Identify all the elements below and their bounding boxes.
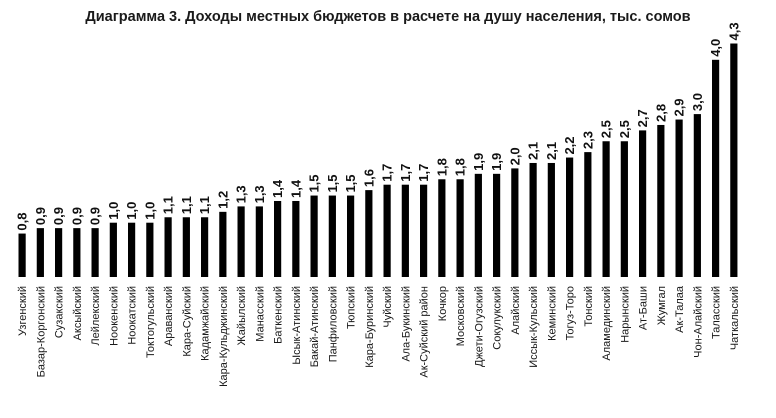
bar (73, 228, 80, 277)
data-label: 1,3 (251, 185, 267, 204)
category-label: Тюпский (345, 286, 358, 330)
category-label: Ноокатский (126, 286, 139, 345)
bar (19, 234, 26, 277)
bar (274, 201, 281, 277)
data-label: 1,8 (452, 158, 468, 177)
category-label: Ала-Букинский (400, 286, 413, 362)
data-label: 1,9 (489, 152, 505, 171)
category-label: Панфиловский (327, 286, 340, 363)
bar (329, 196, 336, 277)
data-label: 2,8 (653, 103, 669, 122)
category-label: Джети-Огузский (473, 285, 486, 367)
data-label: 1,0 (124, 201, 140, 220)
data-label: 2,5 (598, 120, 614, 139)
bar (55, 228, 62, 277)
category-label: Кара-Буринский (363, 286, 376, 368)
category-label: Сокулукский (491, 285, 504, 350)
data-label: 1,1 (197, 196, 213, 215)
bar (347, 196, 354, 277)
bar (657, 125, 664, 277)
category-label: Таласский (710, 286, 723, 339)
data-label: 1,3 (233, 185, 249, 204)
category-label: Чаткальский (728, 286, 741, 351)
bar (292, 201, 299, 277)
bar (311, 196, 318, 277)
data-label: 1,8 (434, 158, 450, 177)
category-label: Тонский (582, 286, 595, 327)
category-label: Ысык-Атинский (290, 286, 303, 365)
bar (493, 174, 500, 277)
category-label: Аламединский (601, 286, 614, 361)
data-label: 1,6 (361, 169, 377, 188)
bar (37, 228, 44, 277)
bar (511, 168, 518, 277)
bars-group (19, 44, 738, 277)
data-label: 1,4 (270, 179, 286, 198)
data-label: 2,0 (507, 147, 523, 166)
category-label: Ат-Баши (637, 286, 650, 331)
bar (402, 185, 409, 277)
data-label: 1,1 (160, 196, 176, 215)
data-label: 3,0 (689, 93, 705, 112)
bar (475, 174, 482, 277)
category-label: Московский (455, 285, 468, 347)
bar (584, 152, 591, 277)
chart-title: Диаграмма 3. Доходы местных бюджетов в расчете на душу населения, тыс. сомов (85, 9, 691, 25)
category-label: Лейлекский (90, 286, 103, 346)
bar (639, 130, 646, 277)
category-label: Чон-Алайский (692, 286, 705, 358)
category-label: Алайский (509, 286, 522, 335)
data-label: 0,9 (87, 207, 103, 226)
category-label: Ак-Суйский район (418, 285, 431, 378)
data-label: 1,7 (379, 163, 395, 182)
bar (694, 114, 701, 277)
bar (92, 228, 99, 277)
data-label: 1,7 (397, 163, 413, 182)
bar (730, 44, 737, 277)
category-label: Араванский (163, 286, 176, 347)
data-label: 2,2 (562, 136, 578, 155)
category-label: Кара-Суйский (181, 286, 194, 357)
data-label: 1,2 (215, 190, 231, 209)
data-label: 4,0 (708, 38, 724, 57)
category-label: Узгенский (17, 286, 30, 336)
data-label: 1,4 (288, 179, 304, 198)
bar (438, 179, 445, 277)
category-label: Базар-Коргонский (35, 286, 48, 378)
data-label: 2,1 (525, 141, 541, 160)
category-label: Жайылский (236, 286, 249, 346)
data-label: 4,3 (726, 22, 742, 41)
data-label: 1,0 (105, 201, 121, 220)
data-label: 2,1 (543, 141, 559, 160)
bar (420, 185, 427, 277)
data-label: 1,5 (324, 174, 340, 193)
data-label: 0,9 (69, 207, 85, 226)
category-label: Токтогульский (144, 286, 157, 358)
data-label: 2,3 (580, 131, 596, 150)
data-label: 0,8 (14, 212, 30, 231)
bar (457, 179, 464, 277)
data-label: 2,9 (671, 98, 687, 117)
category-label: Ак-Талаа (674, 286, 687, 333)
category-label: Бакай-Атинский (309, 286, 322, 368)
bar (384, 185, 391, 277)
bar (219, 212, 226, 277)
data-label: 2,5 (616, 120, 632, 139)
category-label: Чуйский (382, 286, 395, 328)
bar (238, 206, 245, 277)
bar (256, 206, 263, 277)
bar (548, 163, 555, 277)
bar (201, 217, 208, 277)
category-label: Аксыйский (71, 286, 84, 341)
category-label: Манасский (254, 286, 267, 342)
category-label: Кара-Кульджинский (217, 286, 230, 387)
category-label: Кадамжайский (199, 286, 212, 361)
bar (712, 60, 719, 277)
category-label: Кочкор (436, 286, 449, 322)
category-label: Сузакский (53, 286, 66, 339)
category-label: Ноокенский (108, 286, 121, 346)
data-label: 1,5 (343, 174, 359, 193)
bar (566, 158, 573, 277)
bar (128, 223, 135, 277)
category-label: Иссык-Кульский (528, 286, 541, 368)
bar (365, 190, 372, 277)
bar (603, 141, 610, 277)
category-label: Кеминский (546, 286, 559, 341)
category-labels-group (17, 285, 741, 387)
data-label: 1,7 (416, 163, 432, 182)
bar (165, 217, 172, 277)
value-labels-group (15, 22, 742, 230)
bar (676, 120, 683, 277)
data-label: 2,7 (635, 109, 651, 128)
bar (621, 141, 628, 277)
category-label: Баткенский (272, 286, 285, 344)
bar (110, 223, 117, 277)
category-label: Нарынский (619, 286, 632, 343)
category-label: Жумгал (655, 286, 668, 326)
data-label: 0,9 (32, 207, 48, 226)
data-label: 1,1 (178, 196, 194, 215)
bar (146, 223, 153, 277)
bar (183, 217, 190, 277)
data-label: 0,9 (51, 207, 67, 226)
bar (530, 163, 537, 277)
data-label: 1,0 (142, 201, 158, 220)
data-label: 1,5 (306, 174, 322, 193)
data-label: 1,9 (470, 152, 486, 171)
category-label: Тогуз-Торо (564, 286, 577, 341)
